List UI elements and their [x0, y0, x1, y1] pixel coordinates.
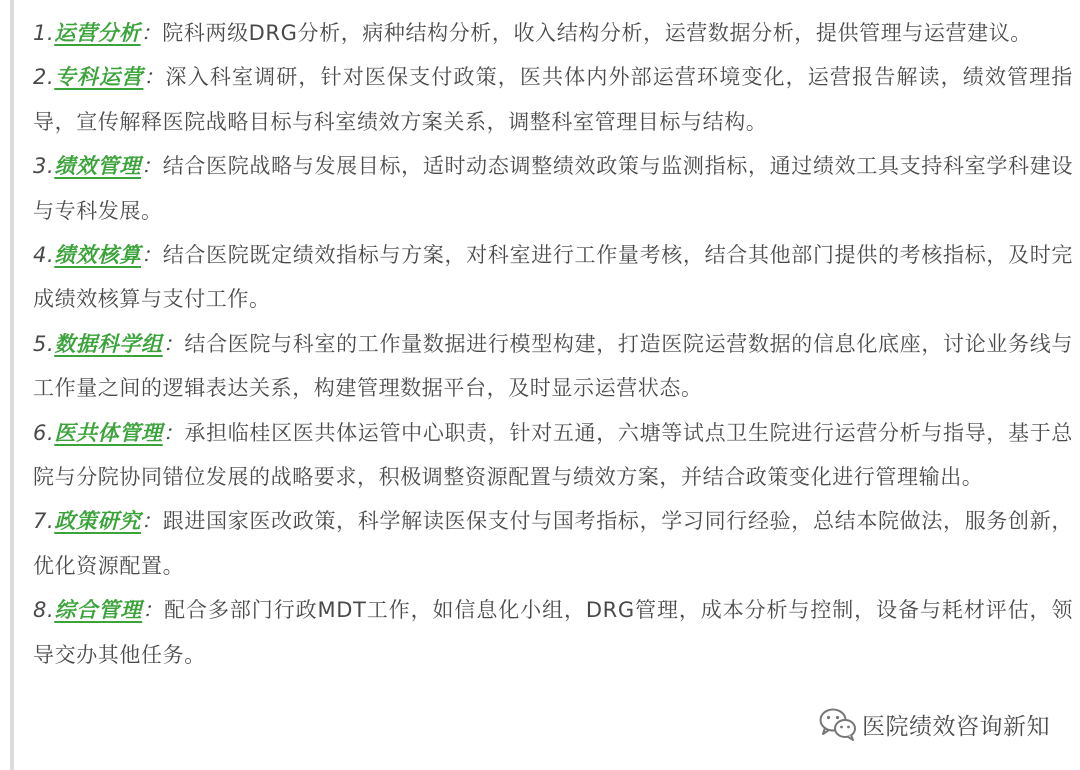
item-number: 2.	[33, 65, 55, 90]
item-term-link[interactable]: 绩效管理	[54, 154, 142, 179]
item-term-link[interactable]: 数据科学组	[54, 331, 163, 356]
item-description: 配合多部门行政MDT工作，如信息化小组，DRG管理，成本分析与控制，设备与耗材评估，领导交办其他任务。	[33, 598, 1073, 667]
item-number: 8.	[33, 598, 55, 623]
item-colon: ：	[141, 154, 163, 179]
item-term-link[interactable]: 绩效核算	[54, 243, 142, 268]
item-number: 3.	[33, 154, 55, 179]
item-term-link[interactable]: 医共体管理	[54, 420, 163, 445]
item-description: 深入科室调研，针对医保支付政策，医共体内外部运营环境变化，运营报告解读，绩效管理指导，宣传解释医院战略目标与科室绩效方案关系，调整科室管理目标与结构。	[33, 65, 1073, 134]
duty-list	[33, 11, 1073, 677]
item-description: 结合医院与科室的工作量数据进行模型构建，打造医院运营数据的信息化底座，讨论业务线与工作量之间的逻辑表达关系，构建管理数据平台，及时显示运营状态。	[33, 331, 1073, 401]
duty-item-4	[33, 233, 1073, 322]
item-colon: ：	[162, 331, 185, 356]
item-description: 院科两级DRG分析，病种结构分析，收入结构分析，运营数据分析，提供管理与运营建议。	[162, 21, 1032, 45]
duty-item-5	[33, 322, 1073, 411]
item-number: 7.	[33, 509, 55, 534]
item-term-link[interactable]: 政策研究	[54, 509, 142, 534]
duty-item-6	[33, 411, 1073, 500]
item-description: 跟进国家医改政策，科学解读医保支付与国考指标，学习同行经验，总结本院做法，服务创新，优化资源配置。	[33, 509, 1073, 578]
item-colon: ：	[140, 21, 163, 45]
item-number: 1.	[33, 21, 55, 45]
item-description: 承担临桂区医共体运管中心职责，针对五通，六塘等试点卫生院进行运营分析与指导，基于总院与分院协同错位发展的战略要求，积极调整资源配置与绩效方案，并结合政策变化进行管理输出。	[33, 420, 1073, 490]
item-colon: ：	[141, 509, 163, 534]
item-colon: ：	[162, 420, 185, 445]
item-description: 结合医院战略与发展目标，适时动态调整绩效政策与监测指标，通过绩效工具支持科室学科建设与专科发展。	[33, 154, 1073, 223]
item-term-link[interactable]: 综合管理	[54, 598, 143, 623]
wechat-logo-icon	[818, 706, 858, 742]
item-colon: ：	[143, 65, 166, 90]
item-number: 6.	[33, 420, 55, 445]
item-colon: ：	[142, 598, 165, 623]
item-term-link[interactable]: 运营分析	[54, 21, 141, 45]
item-number: 5.	[33, 331, 55, 356]
item-colon: ：	[141, 243, 163, 268]
item-description: 结合医院既定绩效指标与方案，对科室进行工作量考核，结合其他部门提供的考核指标，及时完成绩效核算与支付工作。	[33, 243, 1073, 312]
wechat-watermark	[812, 704, 1050, 744]
duty-item-8	[33, 588, 1073, 677]
item-term-link[interactable]: 专科运营	[54, 65, 144, 90]
watermark-account-name: 医院绩效咨询新知	[862, 713, 1050, 740]
item-number: 4.	[33, 243, 55, 268]
duty-item-3	[33, 144, 1073, 233]
blockquote-bar	[10, 0, 14, 770]
duty-item-1	[33, 11, 1073, 55]
duty-item-2	[33, 55, 1073, 144]
duty-item-7	[33, 499, 1073, 588]
